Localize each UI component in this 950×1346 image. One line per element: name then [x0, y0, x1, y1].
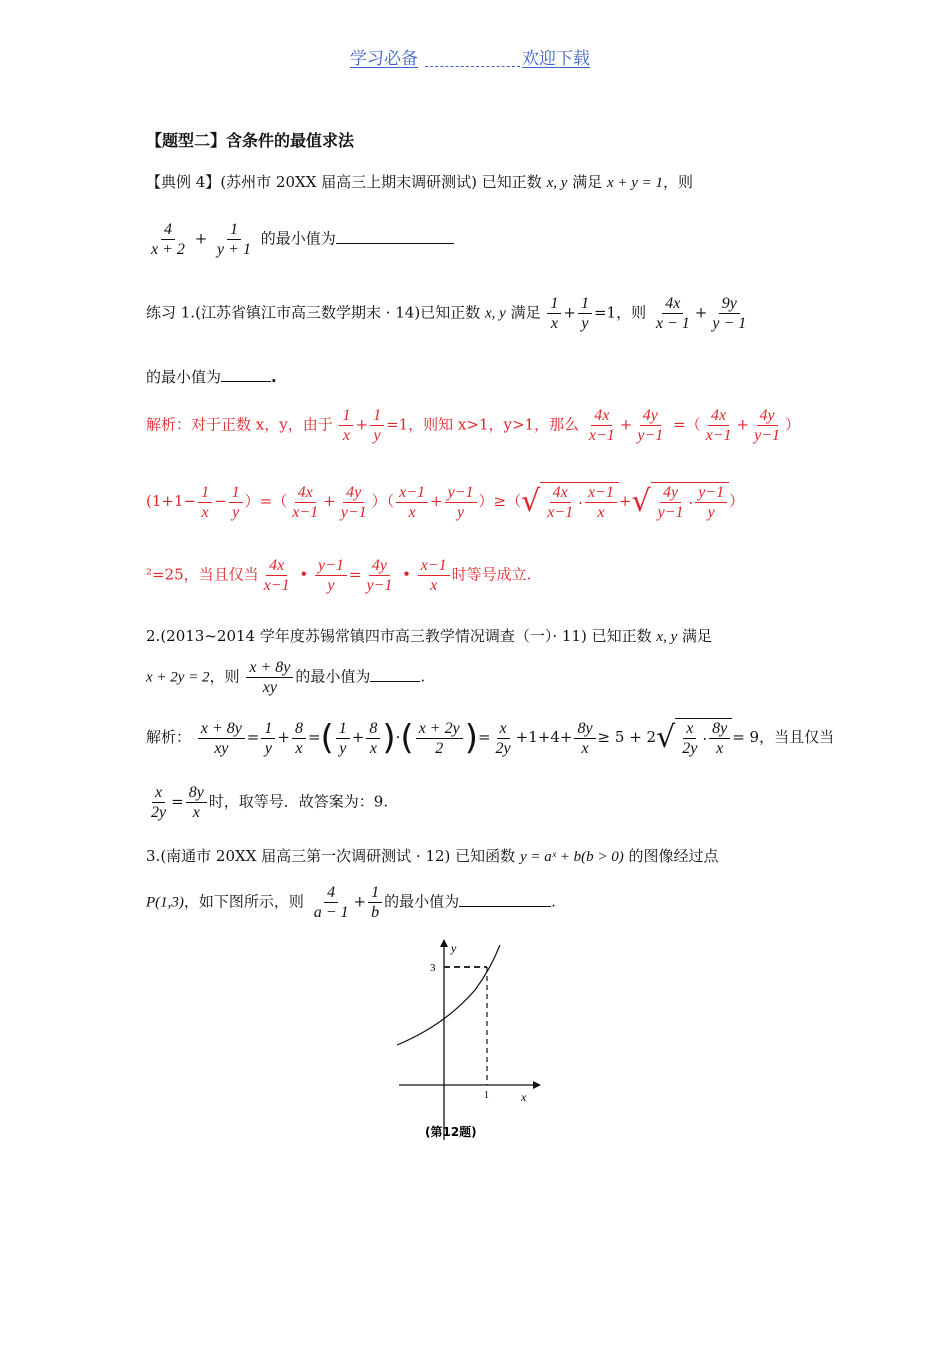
ex1-label: 练习 1.: [146, 303, 196, 322]
ex1-line2: 的最小值为 .: [146, 368, 277, 386]
answer-blank: [459, 906, 551, 907]
example4-frac1: $\frac{4}{x + 2}$: [151, 221, 185, 258]
frac-9y: $\frac{9y}{y - 1}$: [712, 295, 747, 332]
sol1-line2: (1+1− $\frac{1}{x}$ − $\frac{1}{y}$ ）=（ $\frac{4x}{x-1}$ + $\frac{4y}{y-1}$ ）（ $\frac{x-1}{x}$ + $\frac{y-1}{y}$ ）≥（ √ $\frac{4x}{x-1}$ · $\frac{x-1}{x}$ + √ $\frac{4y}{y-1}$ · $\frac{y-1}{y}$ ）: [146, 483, 745, 521]
x-tick-1: 1: [484, 1090, 489, 1101]
x-axis-label: x: [521, 1090, 527, 1104]
function-graph: [385, 935, 555, 1150]
ex2-line1: 2.(2013~2014 学年度苏锡常镇四市高三教学情况调查（一）· 11) 已知正数 x, y 满足: [146, 627, 713, 645]
y-axis-label: y: [451, 941, 457, 955]
ex2-solution-line1: 解析： $\frac{x + 8y}{xy}$ = $\frac{1}{y}$ + $\frac{8}{x}$ =( $\frac{1}{y}$ + $\frac{8}{x}$ )·( $\frac{x + 2y}{2}$ )= $\frac{x}{2y}$ +1+4+ $\frac{8y}{x}$ ≥ 5 + 2 √ $\frac{x}{2y}$ · $\frac{8y}{x}$ = 9，当且仅当: [146, 718, 835, 758]
example4-text: 已知正数: [481, 173, 542, 191]
example4-frac2: $\frac{1}{y + 1}$: [217, 221, 251, 258]
example4-source: (苏州市 20XX 届高三上期末调研测试): [220, 173, 477, 191]
example4-label: 【典例 4】: [146, 173, 221, 191]
frac-1-over-y: $\frac{1}{y}$: [578, 294, 592, 333]
y-tick-3: 3: [430, 962, 436, 974]
answer-blank: [336, 243, 454, 244]
ex1-source: (江苏省镇江市高三数学期末 · 14): [195, 303, 421, 322]
header-right: 欢迎下载: [522, 49, 590, 69]
y-axis-arrow: [440, 939, 448, 947]
header-divider: [425, 48, 520, 67]
exponential-curve: [397, 945, 500, 1045]
frac-1-over-x: $\frac{1}{x}$: [547, 294, 561, 333]
figure-caption: (第12题): [425, 1125, 477, 1139]
ex2-line2: x + 2y = 2，则 $\frac{x + 8y}{xy}$ 的最小值为 .: [146, 659, 426, 696]
example4-vars: x, y: [546, 175, 568, 191]
example4-ask: 的最小值为: [260, 229, 336, 248]
ex2-solution-line2: $\frac{x}{2y}$ = $\frac{8y}{x}$ 时，取等号．故答案为：9.: [151, 784, 389, 821]
header-left: 学习必备: [350, 49, 418, 69]
answer-blank: [370, 681, 420, 682]
example4-line1: [146, 171, 693, 192]
ex3-line1: 3.(南通市 20XX 届高三第一次调研测试 · 12) 已知函数 y = aˣ + b(b > 0) 的图像经过点: [146, 847, 719, 865]
answer-blank: [221, 381, 271, 382]
section-title: 【题型二】含条件的最值求法: [146, 131, 355, 150]
ex1-line1: 练习 1.(江苏省镇江市高三数学期末 · 14)已知正数 x, y 满足 $\frac{1}{x}$ + $\frac{1}{y}$ =1，则 $\frac{4x}{x - 1}$ + $\frac{9y}{y - 1}$: [146, 294, 751, 333]
example4-line2: $\frac{4}{x + 2}$ + $\frac{1}{y + 1}$ 的最小值为: [146, 220, 454, 259]
sol1-line3: ²=25，当且仅当 $\frac{4x}{x-1}$ • $\frac{y-1}{y}$ = $\frac{4y}{y-1}$ • $\frac{x-1}{x}$ 时等号成立.: [146, 557, 532, 594]
example4-cond-label: 满足: [572, 173, 603, 191]
ex3-line2: P(1,3)，如下图所示，则 $\frac{4}{a - 1}$ + $\frac{1}{b}$ 的最小值为 .: [146, 884, 556, 921]
example4-cond: x + y = 1: [606, 175, 664, 191]
example4-then: ，则: [663, 173, 694, 191]
sol1-line1: 解析：对于正数 x，y，由于 $\frac{1}{x}$ + $\frac{1}{y}$ =1，则知 x>1，y>1，那么 $\frac{4x}{x-1}$ + $\frac{4y}{y-1}$ =（ $\frac{4x}{x-1}$ + $\frac{4y}{y-1}$ ）: [146, 407, 801, 444]
frac-4x: $\frac{4x}{x - 1}$: [655, 295, 690, 332]
x-axis-arrow: [533, 1081, 541, 1089]
